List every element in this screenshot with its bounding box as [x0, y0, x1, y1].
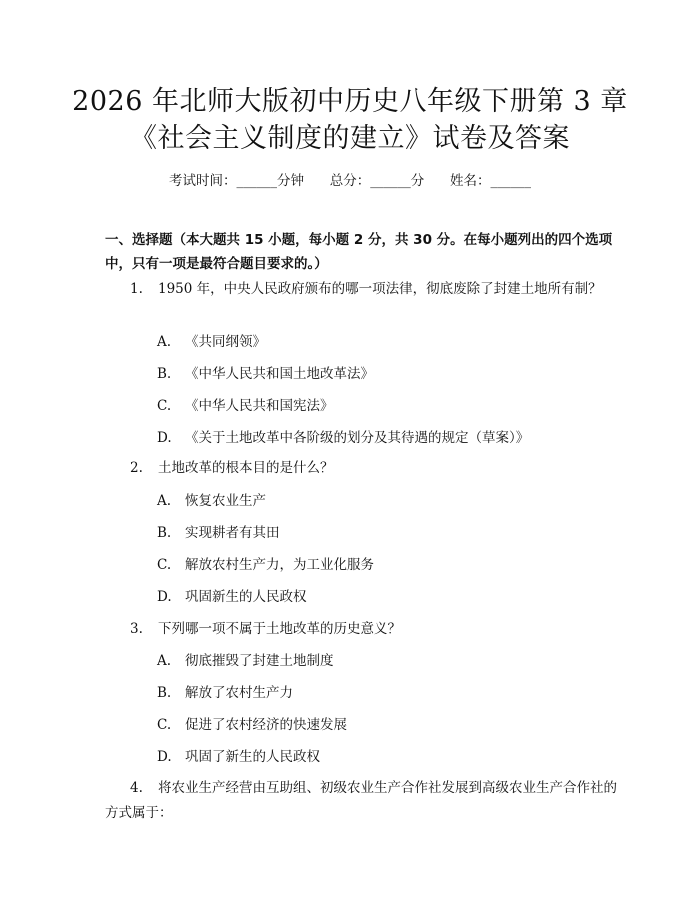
option-text: 《关于土地改革中各阶级的划分及其待遇的规定（草案）》 — [185, 430, 530, 446]
section-heading-choice: 一、选择题（本大题共 15 小题，每小题 2 分，共 30 分。在每小题列出的四个选项中，只有一项是最符合题目要求的。） — [105, 232, 613, 272]
question-number: 1. — [130, 281, 143, 297]
option-text: 《中华人民共和国土地改革法》 — [185, 366, 374, 382]
question-1-option-b — [157, 364, 374, 384]
question-1-option-c — [157, 396, 334, 416]
option-letter: D. — [157, 589, 172, 605]
option-text: 巩固了新生的人民政权 — [185, 749, 320, 765]
question-4 — [105, 776, 625, 826]
question-2-option-a — [157, 491, 266, 511]
question-3-option-c — [157, 715, 347, 735]
exam-title-line2: 《社会主义制度的建立》试卷及答案 — [130, 123, 570, 154]
option-letter: D. — [157, 430, 172, 446]
question-3-option-a — [157, 651, 334, 671]
question-2-option-d — [157, 587, 307, 607]
question-3-option-b — [157, 683, 293, 703]
question-1-option-a — [157, 332, 266, 352]
question-2-option-c — [157, 555, 374, 575]
question-2 — [105, 456, 625, 481]
question-text: 下列哪一项不属于土地改革的历史意义？ — [158, 621, 401, 637]
option-text: 巩固新生的人民政权 — [185, 589, 307, 605]
option-text: 实现耕者有其田 — [185, 525, 280, 541]
exam-meta-info: 考试时间：______分钟 总分：______分 姓名：______ — [169, 173, 531, 189]
question-number: 4. — [130, 780, 143, 796]
question-3-option-d — [157, 747, 320, 767]
exam-title-line1: 2026 年北师大版初中历史八年级下册第 3 章 — [72, 86, 628, 117]
option-letter: B. — [157, 685, 172, 701]
option-letter: A. — [157, 653, 172, 669]
option-letter: C. — [157, 398, 172, 414]
option-text: 恢复农业生产 — [185, 493, 266, 509]
option-letter: B. — [157, 525, 172, 541]
question-number: 3. — [130, 621, 143, 637]
option-text: 《共同纲领》 — [185, 334, 266, 350]
option-text: 解放了农村生产力 — [185, 685, 293, 701]
option-text: 彻底摧毁了封建土地制度 — [185, 653, 334, 669]
option-letter: C. — [157, 557, 172, 573]
question-text: 将农业生产经营由互助组、初级农业生产合作社发展到高级农业生产合作社的方式属于： — [105, 780, 617, 821]
option-letter: A. — [157, 493, 172, 509]
question-number: 2. — [130, 460, 143, 476]
option-letter: B. — [157, 366, 172, 382]
question-text: 1950 年，中央人民政府颁布的哪一项法律，彻底废除了封建土地所有制？ — [158, 281, 602, 297]
option-text: 解放农村生产力，为工业化服务 — [185, 557, 374, 573]
option-text: 促进了农村经济的快速发展 — [185, 717, 347, 733]
question-text: 土地改革的根本目的是什么？ — [158, 460, 334, 476]
option-letter: A. — [157, 334, 172, 350]
question-3 — [105, 617, 625, 642]
option-letter: C. — [157, 717, 172, 733]
question-1-option-d — [157, 428, 529, 448]
question-2-option-b — [157, 523, 280, 543]
option-letter: D. — [157, 749, 172, 765]
question-1 — [105, 277, 625, 302]
option-text: 《中华人民共和国宪法》 — [185, 398, 334, 414]
